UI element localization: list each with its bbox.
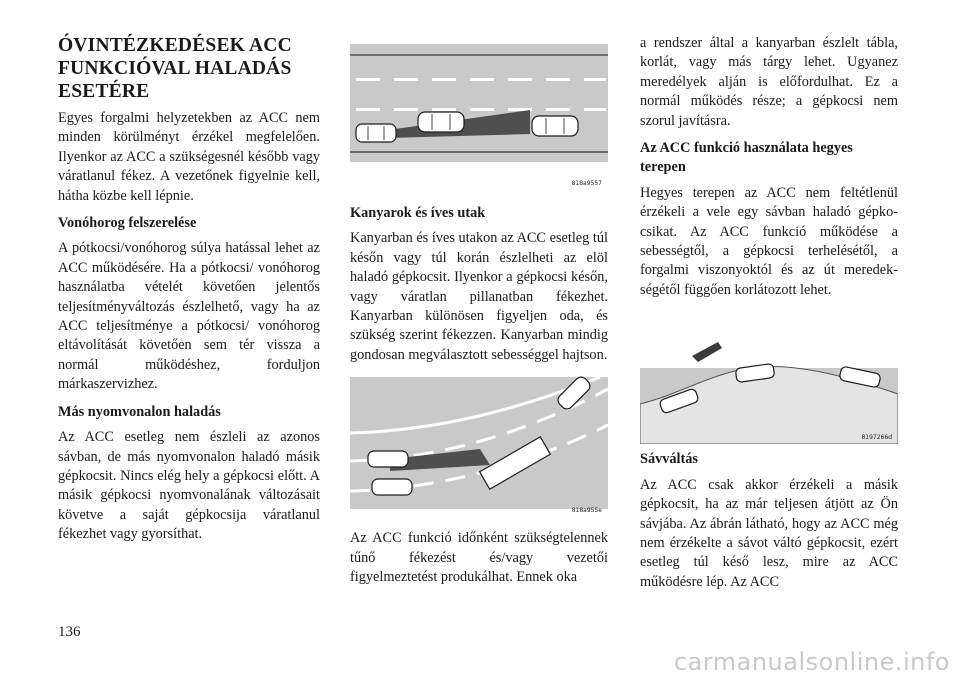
section-title: ÓVINTÉZKEDÉSEK ACC FUNKCIÓVAL HALADÁS ESETÉRE — [58, 35, 292, 102]
column-1 — [58, 34, 320, 553]
highway-cars-figure — [350, 38, 608, 190]
figure-code: 8197266d — [861, 434, 892, 442]
curves-paragraph: Kanyarban és íves utakon az ACC esetleg túl későn vagy túl korán észlelheti az elöl haladó gépkocsit. Ilyenkor a gépkocsi későn, vagy váratlan pillanatban fékezhet. Kanyarban különösen figyeljen oda, és szükség szerint fékezzen. Kanyarban mindig gondosan megválasztott sebességgel hajtson. — [350, 230, 608, 363]
figure-code: 818a955e — [571, 507, 602, 515]
offset-driving-illustration — [350, 38, 608, 190]
curves-heading: Kanyarok és íves utak — [350, 205, 486, 221]
page-number: 136 — [58, 624, 81, 640]
hilly-terrain-paragraph: Hegyes terepen az ACC nem feltétlenül érzékeli a vele egy sávban haladó gépkocsikat. Az ACC funkció működése a sebességtől, a gépkocsi terhelésétől, a forgalmi viszonyoktól és az út meredekségétől függően korlátozott lehet. — [640, 184, 898, 298]
curved-road-figure — [350, 373, 608, 517]
continued-paragraph: a rendszer által a kanyarban észlelt tábla, korlát, vagy más tárgy lehet. Ugyanez meredélyek alján is előfordulhat. Ez a normál működés része; a gépkocsi nem szorul javításra. — [640, 35, 898, 129]
column-2 — [350, 34, 608, 595]
towbar-heading: Vonóhorog felszerelése — [58, 215, 197, 232]
hilly-terrain-heading: Az ACC funkció használata hegyes terepen — [640, 140, 853, 176]
lane-change-paragraph: Az ACC csak akkor érzékeli a másik gépkocsit, ha az már teljesen átjött az Ön sávjába. Az ábrán látható, hogy az ACC még nem érzékelte a sávot váltó gépkocsit, ezért esetleg túl késő lesz, mire az ACC működésre lép. Az ACC — [640, 476, 898, 590]
curve-illustration — [350, 373, 608, 517]
intro-paragraph: Egyes forgalmi helyzetekben az ACC nem minden körülményt érzékel megfelelően. Ilyenkor az ACC a szükségesnél később vagy váratlanul fékez. A vezetőnek figyelnie kell, hátha közbe kell lépnie. — [58, 110, 320, 204]
offset-driving-heading: Más nyomvonalon haladás — [58, 403, 221, 420]
hill-road-figure — [640, 334, 898, 444]
lane-change-heading: Sávváltás — [640, 451, 698, 468]
column-3 — [640, 34, 898, 600]
braking-paragraph: Az ACC funkció időnként szükségtelennek tűnő fékezést és/vagy vezetői figyelmeztetést produkálhat. Ennek oka — [350, 530, 608, 586]
hill-illustration — [640, 334, 898, 444]
figure-code: 818a9557 — [571, 180, 602, 187]
watermark: carmanualsonline.info — [673, 648, 950, 676]
offset-driving-paragraph: Az ACC esetleg nem észleli az azonos sávban, de más nyomvonalon haladó másik gépkocsit. Nincs elég hely a gépkocsi előtt. A másik gépkocsi nyomvonalának változásait követve a saját gépkocsija váratlanul fékezhet vagy gyorsíthat. — [58, 429, 320, 543]
towbar-paragraph: A pótkocsi/vonóhorog súlya hatással lehet az ACC működésére. Ha a pótkocsi/ vonóhorog használatba vételét követően jelentős teljesítményváltozás észlelhető, vagy ha az ACC teljesítménye a pótkocsi/ vonóhorog eltávolítását követően sem tér vissza a normál működéshez, forduljon márkaszervizhez. — [58, 240, 320, 393]
